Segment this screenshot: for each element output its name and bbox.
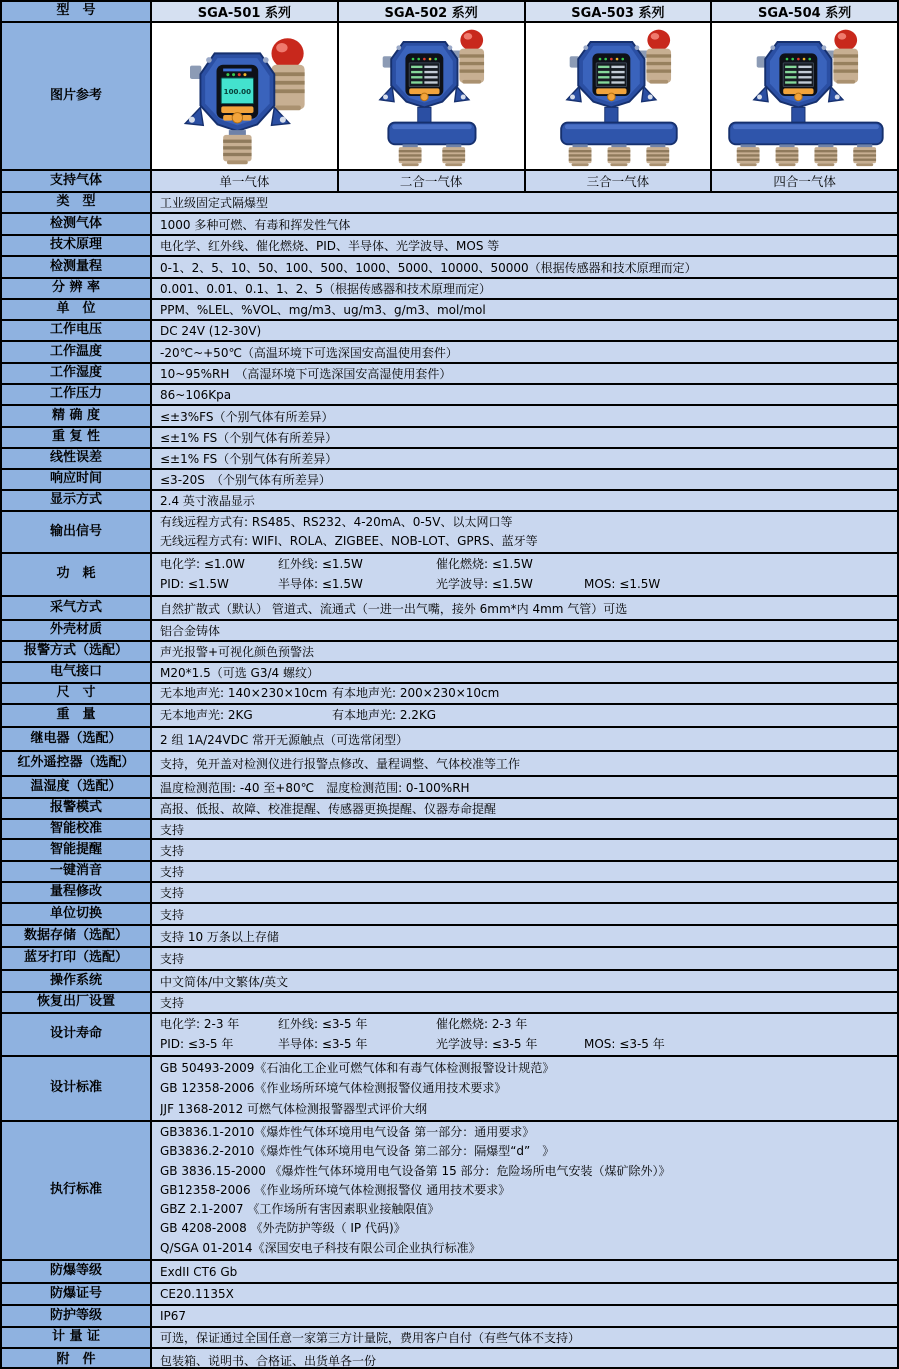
- device-screen-reading: 100.00: [224, 87, 252, 97]
- spec-row-10: [2, 385, 897, 406]
- spec-row-43: [2, 1328, 897, 1349]
- sensor-probe: [814, 144, 837, 166]
- spec-row-12: [2, 428, 897, 449]
- row-value: [152, 820, 897, 838]
- row-label: 采气方式: [2, 597, 152, 619]
- row-label: 计 量 证: [2, 1328, 152, 1347]
- row-value-text: 支持: [160, 952, 185, 966]
- row-label: 尺 寸: [2, 684, 152, 703]
- row-label: 智能校准: [2, 820, 152, 838]
- row-value-item: 半导体: ≤1.5W: [278, 576, 363, 591]
- row-value: [152, 993, 897, 1012]
- row-value-item: MOS: ≤1.5W: [584, 576, 661, 591]
- row-value-line: JJF 1368-2012 可燃气体检测报警器型式评价大纲: [160, 1101, 428, 1116]
- row-value-text: PPM、%LEL、%VOL、mg/m3、ug/m3、g/m3、mol/mol: [160, 303, 486, 317]
- row-value-item: 光学波导: ≤3-5 年: [436, 1036, 538, 1051]
- device-image-cell-sga-501: [152, 23, 339, 169]
- spec-row-4: [2, 257, 897, 279]
- row-label: 功 耗: [2, 554, 152, 595]
- row-label: 设计标准: [2, 1057, 152, 1120]
- row-value-text: 支持 10 万条以上存储: [160, 929, 279, 944]
- device-image-cell-sga-503: [526, 23, 713, 169]
- spec-row-35: [2, 971, 897, 993]
- row-value-text: 可选，保证通过全国任意一家第三方计量院，费用客户自付（有些气体不支持）: [160, 1331, 581, 1345]
- model-header-2: SGA-502 系列: [339, 2, 526, 21]
- row-label: 红外遥控器（选配）: [2, 752, 152, 775]
- row-value-item: PID: ≤3-5 年: [160, 1036, 234, 1051]
- row-label: 检测量程: [2, 257, 152, 277]
- row-value-text: M20*1.5（可选 G3/4 螺纹）: [160, 666, 319, 680]
- row-value: [152, 470, 897, 489]
- row-value: [152, 883, 897, 902]
- row-label: 电气接口: [2, 663, 152, 682]
- spec-row-38: [2, 1057, 897, 1122]
- row-value: [152, 449, 897, 468]
- sensor-probe: [775, 144, 798, 166]
- gas-type-cell-3: 三合一气体: [526, 171, 713, 191]
- row-value-item: 电化学: 2-3 年: [160, 1017, 240, 1031]
- spec-row-13: [2, 449, 897, 470]
- sensor-probe: [442, 144, 465, 166]
- row-value-text: 工业级固定式隔爆型: [160, 196, 269, 210]
- row-value: [152, 597, 897, 619]
- sensor-probe: [399, 144, 422, 166]
- row-value: [152, 300, 897, 319]
- row-value-line: [160, 685, 897, 702]
- row-value-line: [160, 555, 897, 575]
- row-value: [152, 1284, 897, 1304]
- row-value: [152, 799, 897, 818]
- spec-row-20: [2, 642, 897, 663]
- row-value-text: 温度检测范围: -40 至+80℃ 湿度检测范围: 0-100%RH: [160, 780, 470, 795]
- row-value-text: ≤3-20S （个别气体有所差异）: [160, 473, 331, 487]
- spec-row-30: [2, 862, 897, 883]
- manifold: [388, 107, 475, 144]
- header-model-label: 型 号: [2, 2, 152, 21]
- row-value: [152, 257, 897, 277]
- spec-row-6: [2, 300, 897, 321]
- row-value-text: 2 组 1A/24VDC 常开无源触点（可选常闭型）: [160, 732, 409, 747]
- row-value: [152, 1328, 897, 1347]
- spec-row-5: [2, 279, 897, 300]
- spec-row-33: [2, 926, 897, 948]
- spec-row-24: [2, 728, 897, 752]
- row-value: [152, 971, 897, 991]
- row-label: 检测气体: [2, 214, 152, 234]
- row-value-text: 支持: [160, 886, 185, 900]
- spec-row-2: [2, 214, 897, 236]
- row-value-text: ≤±1% FS（个别气体有所差异）: [160, 431, 338, 445]
- row-value: [152, 1122, 897, 1259]
- spec-row-16: [2, 512, 897, 554]
- row-value: [152, 364, 897, 383]
- spec-row-21: [2, 663, 897, 684]
- spec-row-32: [2, 904, 897, 926]
- row-value-text: 电化学、红外线、催化燃烧、PID、半导体、光学波导、MOS 等: [160, 239, 500, 253]
- row-label: 报警模式: [2, 799, 152, 818]
- row-label: 继电器（选配）: [2, 728, 152, 750]
- sensor-probe: [853, 144, 876, 166]
- row-value-text: 中文简体/中文繁体/英文: [160, 974, 289, 989]
- row-value-item: 有本地声光: 200×230×10cm: [332, 686, 500, 700]
- display-panel: [406, 53, 444, 100]
- spec-row-36: [2, 993, 897, 1014]
- supported-gas-row: [2, 171, 897, 193]
- row-label: 工作电压: [2, 321, 152, 340]
- row-value: [152, 512, 897, 552]
- row-value: [152, 406, 897, 426]
- model-header-3: SGA-503 系列: [526, 2, 713, 21]
- row-value: [152, 728, 897, 750]
- row-value-text: ≤±3%FS（个别气体有所差异）: [160, 409, 334, 424]
- row-value-text: 2.4 英寸液晶显示: [160, 494, 255, 508]
- row-value-line: GB3836.1-2010《爆炸性气体环境用电气设备 第一部分：通用要求》: [160, 1125, 535, 1140]
- device-image-cell-sga-502: [339, 23, 526, 169]
- row-value-text: 支持: [160, 865, 185, 879]
- row-value-item: 催化燃烧: ≤1.5W: [436, 557, 533, 571]
- row-label: 单 位: [2, 300, 152, 319]
- device-image-cells: [152, 23, 897, 169]
- row-label: 附 件: [2, 1349, 152, 1369]
- row-label: 数据存储（选配）: [2, 926, 152, 946]
- spec-row-37: [2, 1014, 897, 1057]
- row-label: 技术原理: [2, 236, 152, 255]
- row-value: [152, 321, 897, 340]
- row-value-text: ExdII CT6 Gb: [160, 1264, 238, 1279]
- sensor-probe: [736, 144, 759, 166]
- row-value: [152, 642, 897, 661]
- row-value-text: 1000 多种可燃、有毒和挥发性气体: [160, 217, 351, 232]
- spec-row-28: [2, 820, 897, 840]
- row-label: 防爆等级: [2, 1261, 152, 1282]
- row-label: 响应时间: [2, 470, 152, 489]
- row-value-text: 铝合金铸体: [160, 624, 221, 638]
- spec-row-8: [2, 342, 897, 364]
- row-label: 智能提醒: [2, 840, 152, 860]
- spec-row-42: [2, 1306, 897, 1328]
- spec-row-39: [2, 1122, 897, 1261]
- row-value-item: 红外线: ≤1.5W: [278, 557, 363, 571]
- model-header-cells: [152, 2, 897, 21]
- row-value: [152, 1057, 897, 1120]
- row-value-text: -20℃~+50℃（高温环境下可选深国安高温使用套件）: [160, 345, 458, 360]
- spec-row-29: [2, 840, 897, 862]
- spec-row-25: [2, 752, 897, 777]
- display-panel: [779, 53, 817, 100]
- row-value: [152, 752, 897, 775]
- row-value-item: 半导体: ≤3-5 年: [278, 1036, 368, 1051]
- spec-rows-container: [2, 193, 897, 1369]
- row-value-item: 催化燃烧: 2-3 年: [436, 1017, 528, 1031]
- row-value: [152, 214, 897, 234]
- row-value: [152, 904, 897, 924]
- row-value-text: CE20.1135X: [160, 1287, 234, 1301]
- row-value: [152, 1349, 897, 1369]
- row-label: 线性误差: [2, 449, 152, 468]
- row-value-text: 声光报警+可视化颜色预警法: [160, 645, 315, 659]
- row-value: [152, 1261, 897, 1282]
- row-value-item: 电化学: ≤1.0W: [160, 557, 245, 571]
- spec-row-22: [2, 684, 897, 705]
- row-label: 恢复出厂设置: [2, 993, 152, 1012]
- row-value-text: 支持: [160, 996, 185, 1010]
- image-reference-row: [2, 23, 897, 171]
- row-label: 操作系统: [2, 971, 152, 991]
- row-value-line: GB 3836.15-2000 《爆炸性气体环境用电气设备第 15 部分：危险场所电气安装（煤矿除外）》: [160, 1163, 671, 1178]
- row-value: [152, 1306, 897, 1326]
- row-value-text: 支持，免开盖对检测仪进行报警点修改、量程调整、气体校准等工作: [160, 757, 521, 771]
- spec-row-40: [2, 1261, 897, 1284]
- spec-row-11: [2, 406, 897, 428]
- sensor-probe: [224, 130, 252, 164]
- spec-row-27: [2, 799, 897, 820]
- row-value: [152, 840, 897, 860]
- model-header-1: SGA-501 系列: [152, 2, 339, 21]
- spec-row-15: [2, 491, 897, 512]
- display-panel: [592, 53, 630, 100]
- spec-row-19: [2, 621, 897, 642]
- row-label: 支持气体: [2, 171, 152, 191]
- gas-detector-4-sensor-image: [715, 25, 895, 167]
- row-value-item: 无本地声光: 2KG: [160, 708, 253, 722]
- row-value-text: 支持: [160, 843, 185, 858]
- sensor-probe: [607, 144, 630, 166]
- row-label: 温湿度（选配）: [2, 777, 152, 797]
- gas-type-cell-2: 二合一气体: [339, 171, 526, 191]
- row-label: 重 复 性: [2, 428, 152, 447]
- row-label: 外壳材质: [2, 621, 152, 640]
- row-value: [152, 777, 897, 797]
- spec-row-26: [2, 777, 897, 799]
- row-value-line: GB 12358-2006《作业场所环境气体检测报警仪通用技术要求》: [160, 1081, 507, 1096]
- spec-row-1: [2, 193, 897, 214]
- row-label: 工作湿度: [2, 364, 152, 383]
- gas-type-cells: [152, 171, 897, 191]
- row-value-line: [160, 1015, 897, 1035]
- row-value-item: 无本地声光: 140×230×10cm: [160, 686, 328, 700]
- row-value: [152, 342, 897, 362]
- row-value-line: GB 50493-2009《石油化工企业可燃气体和有毒气体检测报警设计规范》: [160, 1061, 555, 1075]
- gas-type-cell-1: 单一气体: [152, 171, 339, 191]
- row-label: 量程修改: [2, 883, 152, 902]
- gas-detector-1-sensor-image: [154, 25, 334, 167]
- spec-row-31: [2, 883, 897, 904]
- row-value-line: Q/SGA 01-2014《深国安电子科技有限公司企业执行标准》: [160, 1240, 481, 1255]
- row-label: 蓝牙打印（选配）: [2, 948, 152, 969]
- row-value: [152, 193, 897, 212]
- gas-detector-2-sensor-image: [341, 25, 521, 167]
- row-value-item: MOS: ≤3-5 年: [584, 1036, 665, 1051]
- row-value-text: 0.001、0.01、0.1、1、2、5（根据传感器和技术原理而定）: [160, 282, 492, 296]
- row-label: 工作压力: [2, 385, 152, 404]
- row-value-item: 有本地声光: 2.2KG: [332, 708, 437, 722]
- row-value-text: 86~106Kpa: [160, 387, 232, 402]
- row-value: [152, 1014, 897, 1055]
- row-value: [152, 279, 897, 298]
- row-value: [152, 621, 897, 640]
- row-value: [152, 926, 897, 946]
- row-label: 单位切换: [2, 904, 152, 924]
- row-value-text: 包装箱、说明书、合格证、出货单各一份: [160, 1353, 377, 1368]
- row-label: 显示方式: [2, 491, 152, 510]
- row-value-line: [160, 575, 897, 595]
- row-value-text: 支持: [160, 907, 185, 922]
- spec-row-3: [2, 236, 897, 257]
- spec-row-41: [2, 1284, 897, 1306]
- row-value: [152, 705, 897, 726]
- spec-row-7: [2, 321, 897, 342]
- row-label: 输出信号: [2, 512, 152, 552]
- row-value: [152, 236, 897, 255]
- row-value-line: GB 4208-2008 《外壳防护等级（ IP 代码)》: [160, 1221, 406, 1236]
- row-value-text: 0-1、2、5、10、50、100、500、1000、5000、10000、50000（根据传感器和技术原理而定）: [160, 260, 697, 275]
- manifold: [729, 107, 882, 144]
- spec-row-14: [2, 470, 897, 491]
- row-value-text: IP67: [160, 1309, 187, 1323]
- row-label: 一键消音: [2, 862, 152, 881]
- row-value-line: 无线远程方式有: WIFI、ROLA、ZIGBEE、NOB-LOT、GPRS、蓝牙等: [160, 534, 538, 548]
- row-label: 工作温度: [2, 342, 152, 362]
- row-value: [152, 554, 897, 595]
- spec-row-34: [2, 948, 897, 971]
- row-value: [152, 663, 897, 682]
- row-value: [152, 684, 897, 703]
- row-value-line: 有线远程方式有: RS485、RS232、4-20mA、0-5V、以太网口等: [160, 515, 513, 529]
- row-value-text: DC 24V (12-30V): [160, 323, 262, 338]
- row-value-text: ≤±1% FS（个别气体有所差异）: [160, 452, 338, 466]
- row-value: [152, 428, 897, 447]
- display-panel: [217, 65, 259, 123]
- row-value-item: 红外线: ≤3-5 年: [278, 1017, 368, 1031]
- gas-type-cell-4: 四合一气体: [712, 171, 897, 191]
- row-label: 类 型: [2, 193, 152, 212]
- row-label: 重 量: [2, 705, 152, 726]
- row-label: 执行标准: [2, 1122, 152, 1259]
- manifold: [561, 107, 677, 144]
- spec-row-18: [2, 597, 897, 621]
- spec-row-44: [2, 1349, 897, 1369]
- row-value-line: GBZ 2.1-2007 《工作场所有害因素职业接触限值》: [160, 1202, 440, 1217]
- model-header-4: SGA-504 系列: [712, 2, 897, 21]
- row-value: [152, 491, 897, 510]
- row-label: 防护等级: [2, 1306, 152, 1326]
- row-value-line: GB3836.2-2010《爆炸性气体环境用电气设备 第二部分：隔爆型“d” 》: [160, 1144, 555, 1159]
- gas-detector-3-sensor-image: [528, 25, 708, 167]
- spec-row-17: [2, 554, 897, 597]
- sensor-probe: [646, 144, 669, 166]
- row-value: [152, 862, 897, 881]
- row-label: 防爆证号: [2, 1284, 152, 1304]
- row-label: 精 确 度: [2, 406, 152, 426]
- row-value: [152, 385, 897, 404]
- row-value-line: [160, 706, 897, 725]
- row-value-text: 自然扩散式（默认） 管道式、流通式（一进一出气嘴，接外 6mm*内 4mm 气管）可选: [160, 601, 628, 616]
- row-label: 设计寿命: [2, 1014, 152, 1055]
- row-value-item: 光学波导: ≤1.5W: [436, 576, 533, 591]
- row-value-text: 支持: [160, 822, 185, 837]
- row-value-line: [160, 1035, 897, 1055]
- row-value-text: 10~95%RH （高湿环境下可选深国安高湿使用套件）: [160, 367, 452, 381]
- spec-row-23: [2, 705, 897, 728]
- row-value-item: PID: ≤1.5W: [160, 576, 229, 591]
- row-value-line: GB12358-2006 《作业场所环境气体检测报警仪 通用技术要求》: [160, 1182, 511, 1197]
- table-header-row: [2, 2, 897, 23]
- row-label: 分 辨 率: [2, 279, 152, 298]
- sensor-probe: [569, 144, 592, 166]
- row-label: 图片参考: [2, 23, 152, 169]
- row-value-text: 高报、低报、故障、校准提醒、传感器更换提醒、仪器寿命提醒: [160, 802, 497, 816]
- spec-row-9: [2, 364, 897, 385]
- device-image-cell-sga-504: [712, 23, 897, 169]
- row-value: [152, 948, 897, 969]
- row-label: 报警方式（选配）: [2, 642, 152, 661]
